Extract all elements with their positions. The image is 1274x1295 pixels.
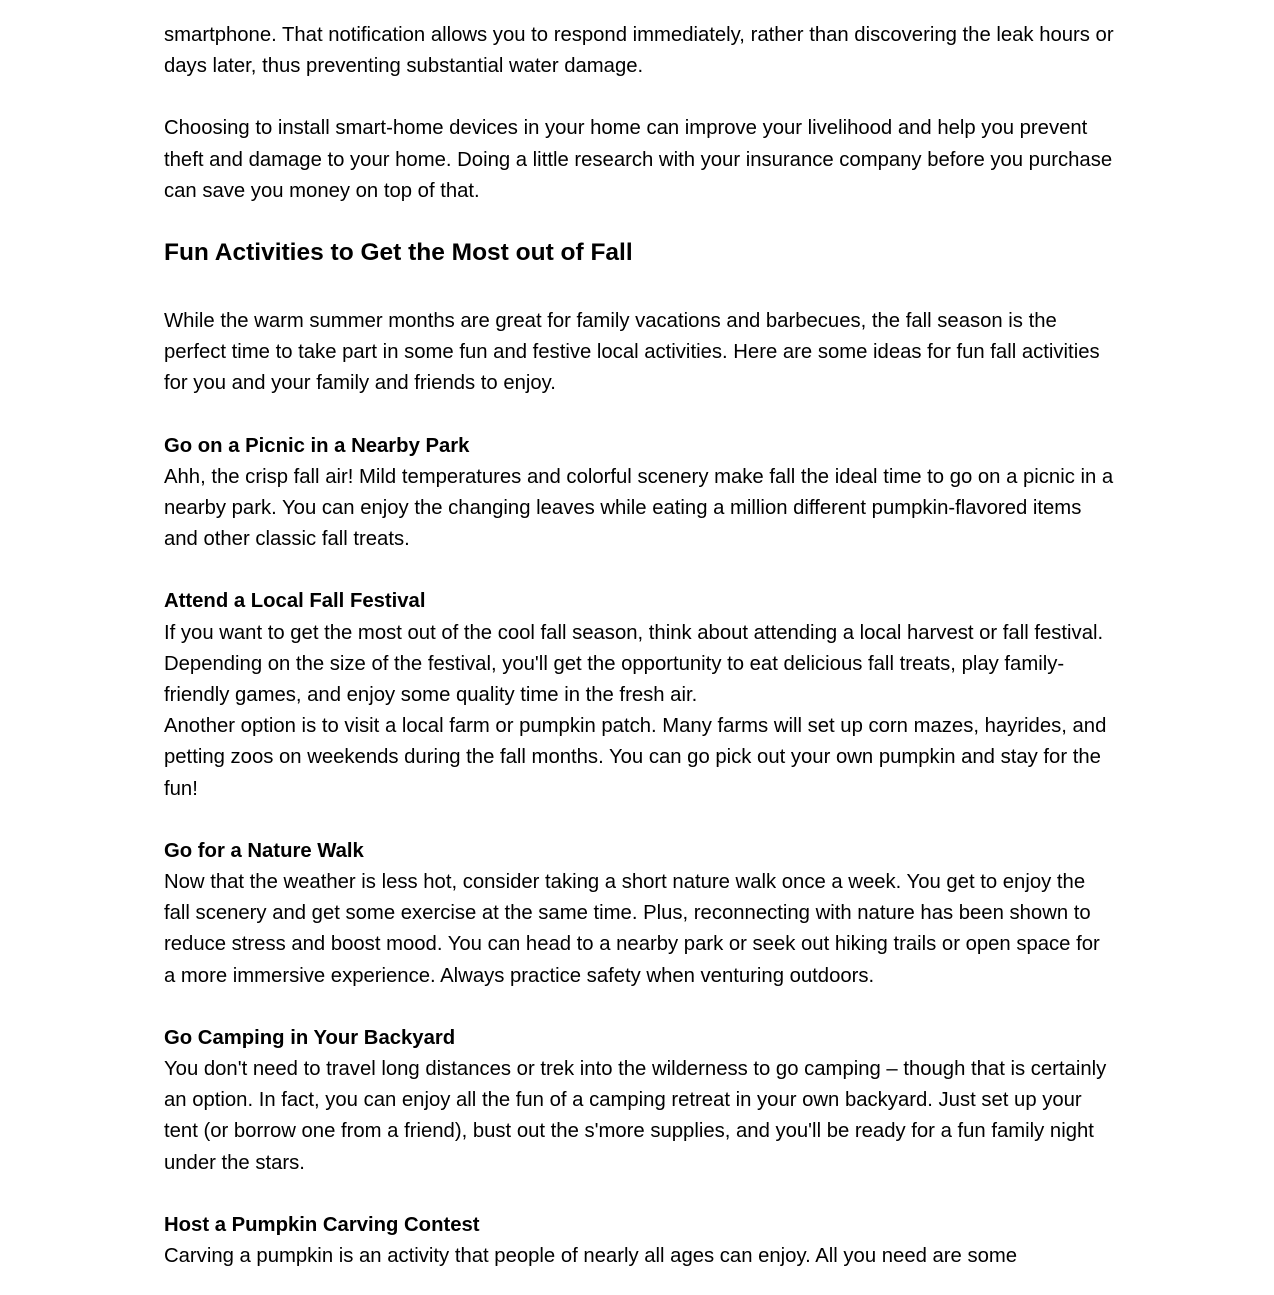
- article-intro: While the warm summer months are great for family vacations and barbecues, the fall season is the perfect time to take part in some fun and festive local activities. Here are some ideas for fun fall activities for you and your family and friends to enjoy.: [164, 310, 1100, 395]
- section-body-nature-walk: Now that the weather is less hot, consider taking a short nature walk once a week. You get to enjoy the fall scenery and get some exercise at the same time. Plus, reconnecting with nature has been shown to reduce stress and boost mood. You can head to a nearby park or seek out hiking trails or open space for a more immersive experience. Always practice safety when venturing outdoors.: [164, 871, 1100, 987]
- paragraph-smart-home: Choosing to install smart-home devices in your home can improve your livelihood and help you prevent theft and damage to your home. Doing a little research with your insurance company before you purchase can save you money on top of that.: [164, 117, 1113, 202]
- document-page: [164, 20, 1114, 1272]
- section-heading-festival: Attend a Local Fall Festival: [164, 590, 426, 613]
- section-body-festival: If you want to get the most out of the cool fall season, think about attending a local harvest or fall festival. Depending on the size of the festival, you'll get the opportunity to eat delicious fall treats, play family-friendly games, and enjoy some quality time in the fresh air.: [164, 621, 1104, 707]
- section-body-picnic: Ahh, the crisp fall air! Mild temperatures and colorful scenery make fall the ideal time to go on a picnic in a nearby park. You can enjoy the changing leaves while eating a million different pumpkin-flavored items and other classic fall treats.: [164, 465, 1114, 551]
- paragraph-water-leak: smartphone. That notification allows you to respond immediately, rather than discovering the leak hours or days later, thus preventing substantial water damage.: [164, 24, 1114, 78]
- section-heading-pumpkin-carving: Host a Pumpkin Carving Contest: [164, 1213, 480, 1236]
- section-heading-picnic: Go on a Picnic in a Nearby Park: [164, 434, 470, 457]
- section-body-festival-farm: Another option is to visit a local farm or pumpkin patch. Many farms will set up corn mazes, hayrides, and petting zoos on weekends during the fall months. You can go pick out your own pumpkin and stay for the fun!: [164, 715, 1107, 800]
- section-body-camping: You don't need to travel long distances or trek into the wilderness to go camping – though that is certainly an option. In fact, you can enjoy all the fun of a camping retreat in your own backyard. Just set up your tent (or borrow one from a friend), bust out the s'more supplies, and you'll be ready for a fun family night under the stars.: [164, 1058, 1107, 1174]
- section-body-pumpkin-carving: Carving a pumpkin is an activity that people of nearly all ages can enjoy. All you need are some: [164, 1245, 1018, 1268]
- section-heading-camping: Go Camping in Your Backyard: [164, 1026, 456, 1049]
- section-heading-nature-walk: Go for a Nature Walk: [164, 839, 364, 862]
- article-title: Fun Activities to Get the Most out of Fall: [164, 239, 633, 267]
